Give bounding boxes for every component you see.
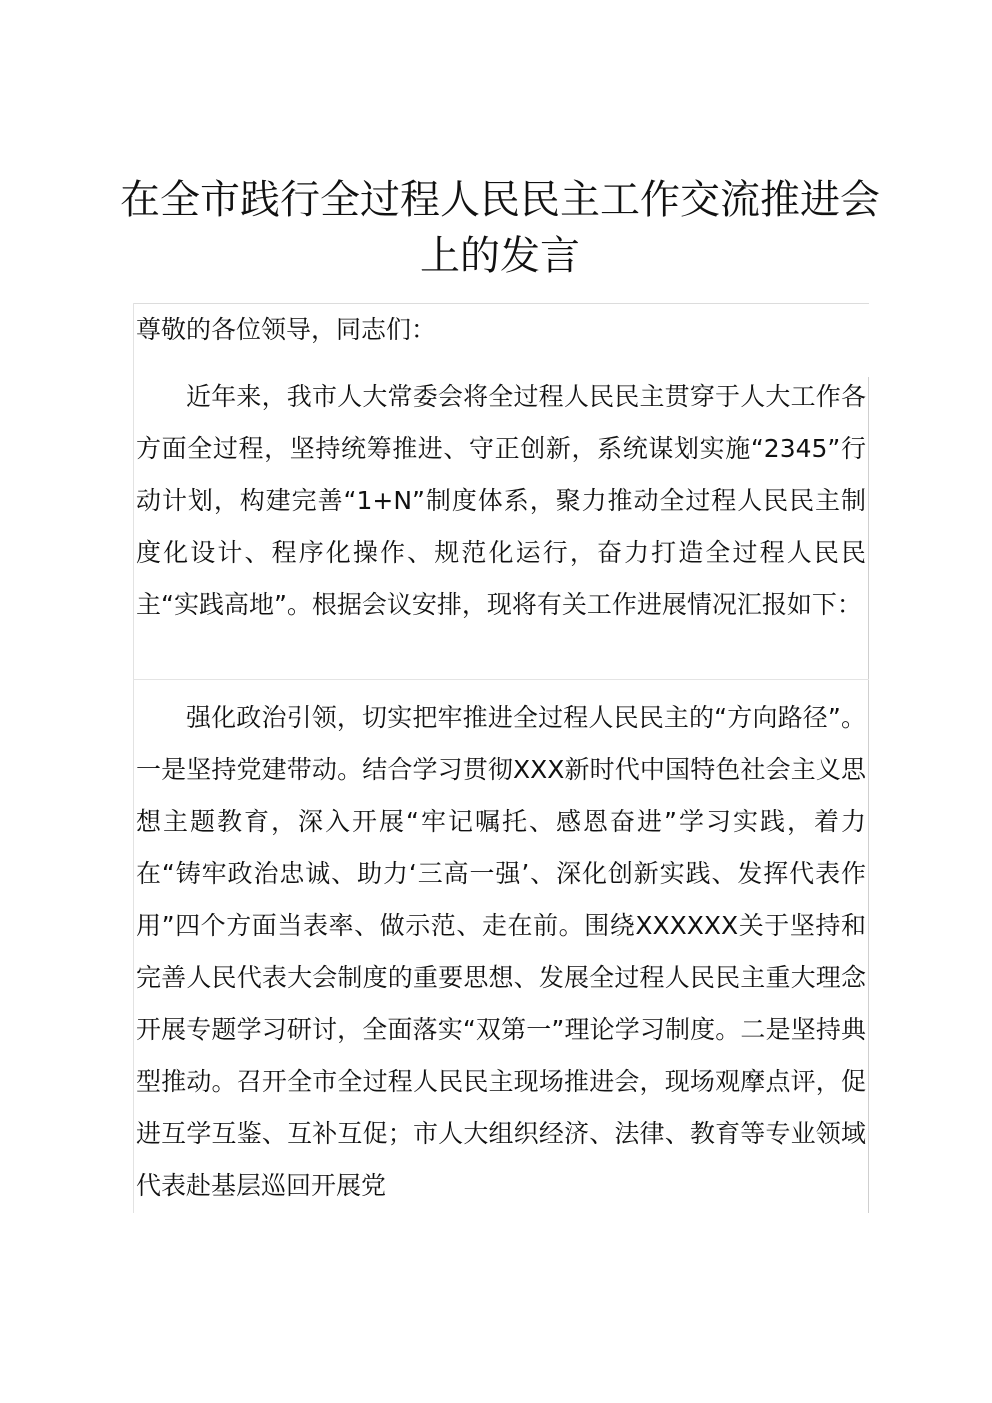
text-frame-left-border <box>133 303 134 1213</box>
paragraph-intro: 近年来，我市人大常委会将全过程人民民主贯穿于人大工作各方面全过程，坚持统筹推进、守正创新，系统谋划实施“2345”行动计划，构建完善“1+N”制度体系，聚力推动全过程人民民主制度化设计、程序化操作、规范化运行，奋力打造全过程人民民主“实践高地”。根据会议安排，现将有关工作进展情况汇报如下： <box>136 382 866 619</box>
paragraph-divider <box>133 679 869 680</box>
paragraph-political-leadership: 强化政治引领，切实把牢推进全过程人民民主的“方向路径”。一是坚持党建带动。结合学习贯彻XXX新时代中国特色社会主义思想主题教育，深入开展“牢记嘱托、感恩奋进”学习实践，着力在“铸牢政治忠诚、助力‘三高一强’、深化创新实践、发挥代表作用”四个方面当表率、做示范、走在前。围绕XXXXXX关于坚持和完善人民代表大会制度的重要思想、发展全过程人民民主重大理念开展专题学习研讨，全面落实“双第一”理论学习制度。二是坚持典型推动。召开全市全过程人民民主现场推进会，现场观摩点评，促进互学互鉴、互补互促；市人大组织经济、法律、教育等专业领域代表赴基层巡回开展党 <box>136 703 866 1200</box>
document-title: 在全市践行全过程人民民主工作交流推进会上的发言 <box>120 177 880 279</box>
text-frame-right-border <box>868 377 869 1213</box>
text-frame-top-border <box>133 303 869 304</box>
salutation: 尊敬的各位领导，同志们： <box>136 315 437 344</box>
